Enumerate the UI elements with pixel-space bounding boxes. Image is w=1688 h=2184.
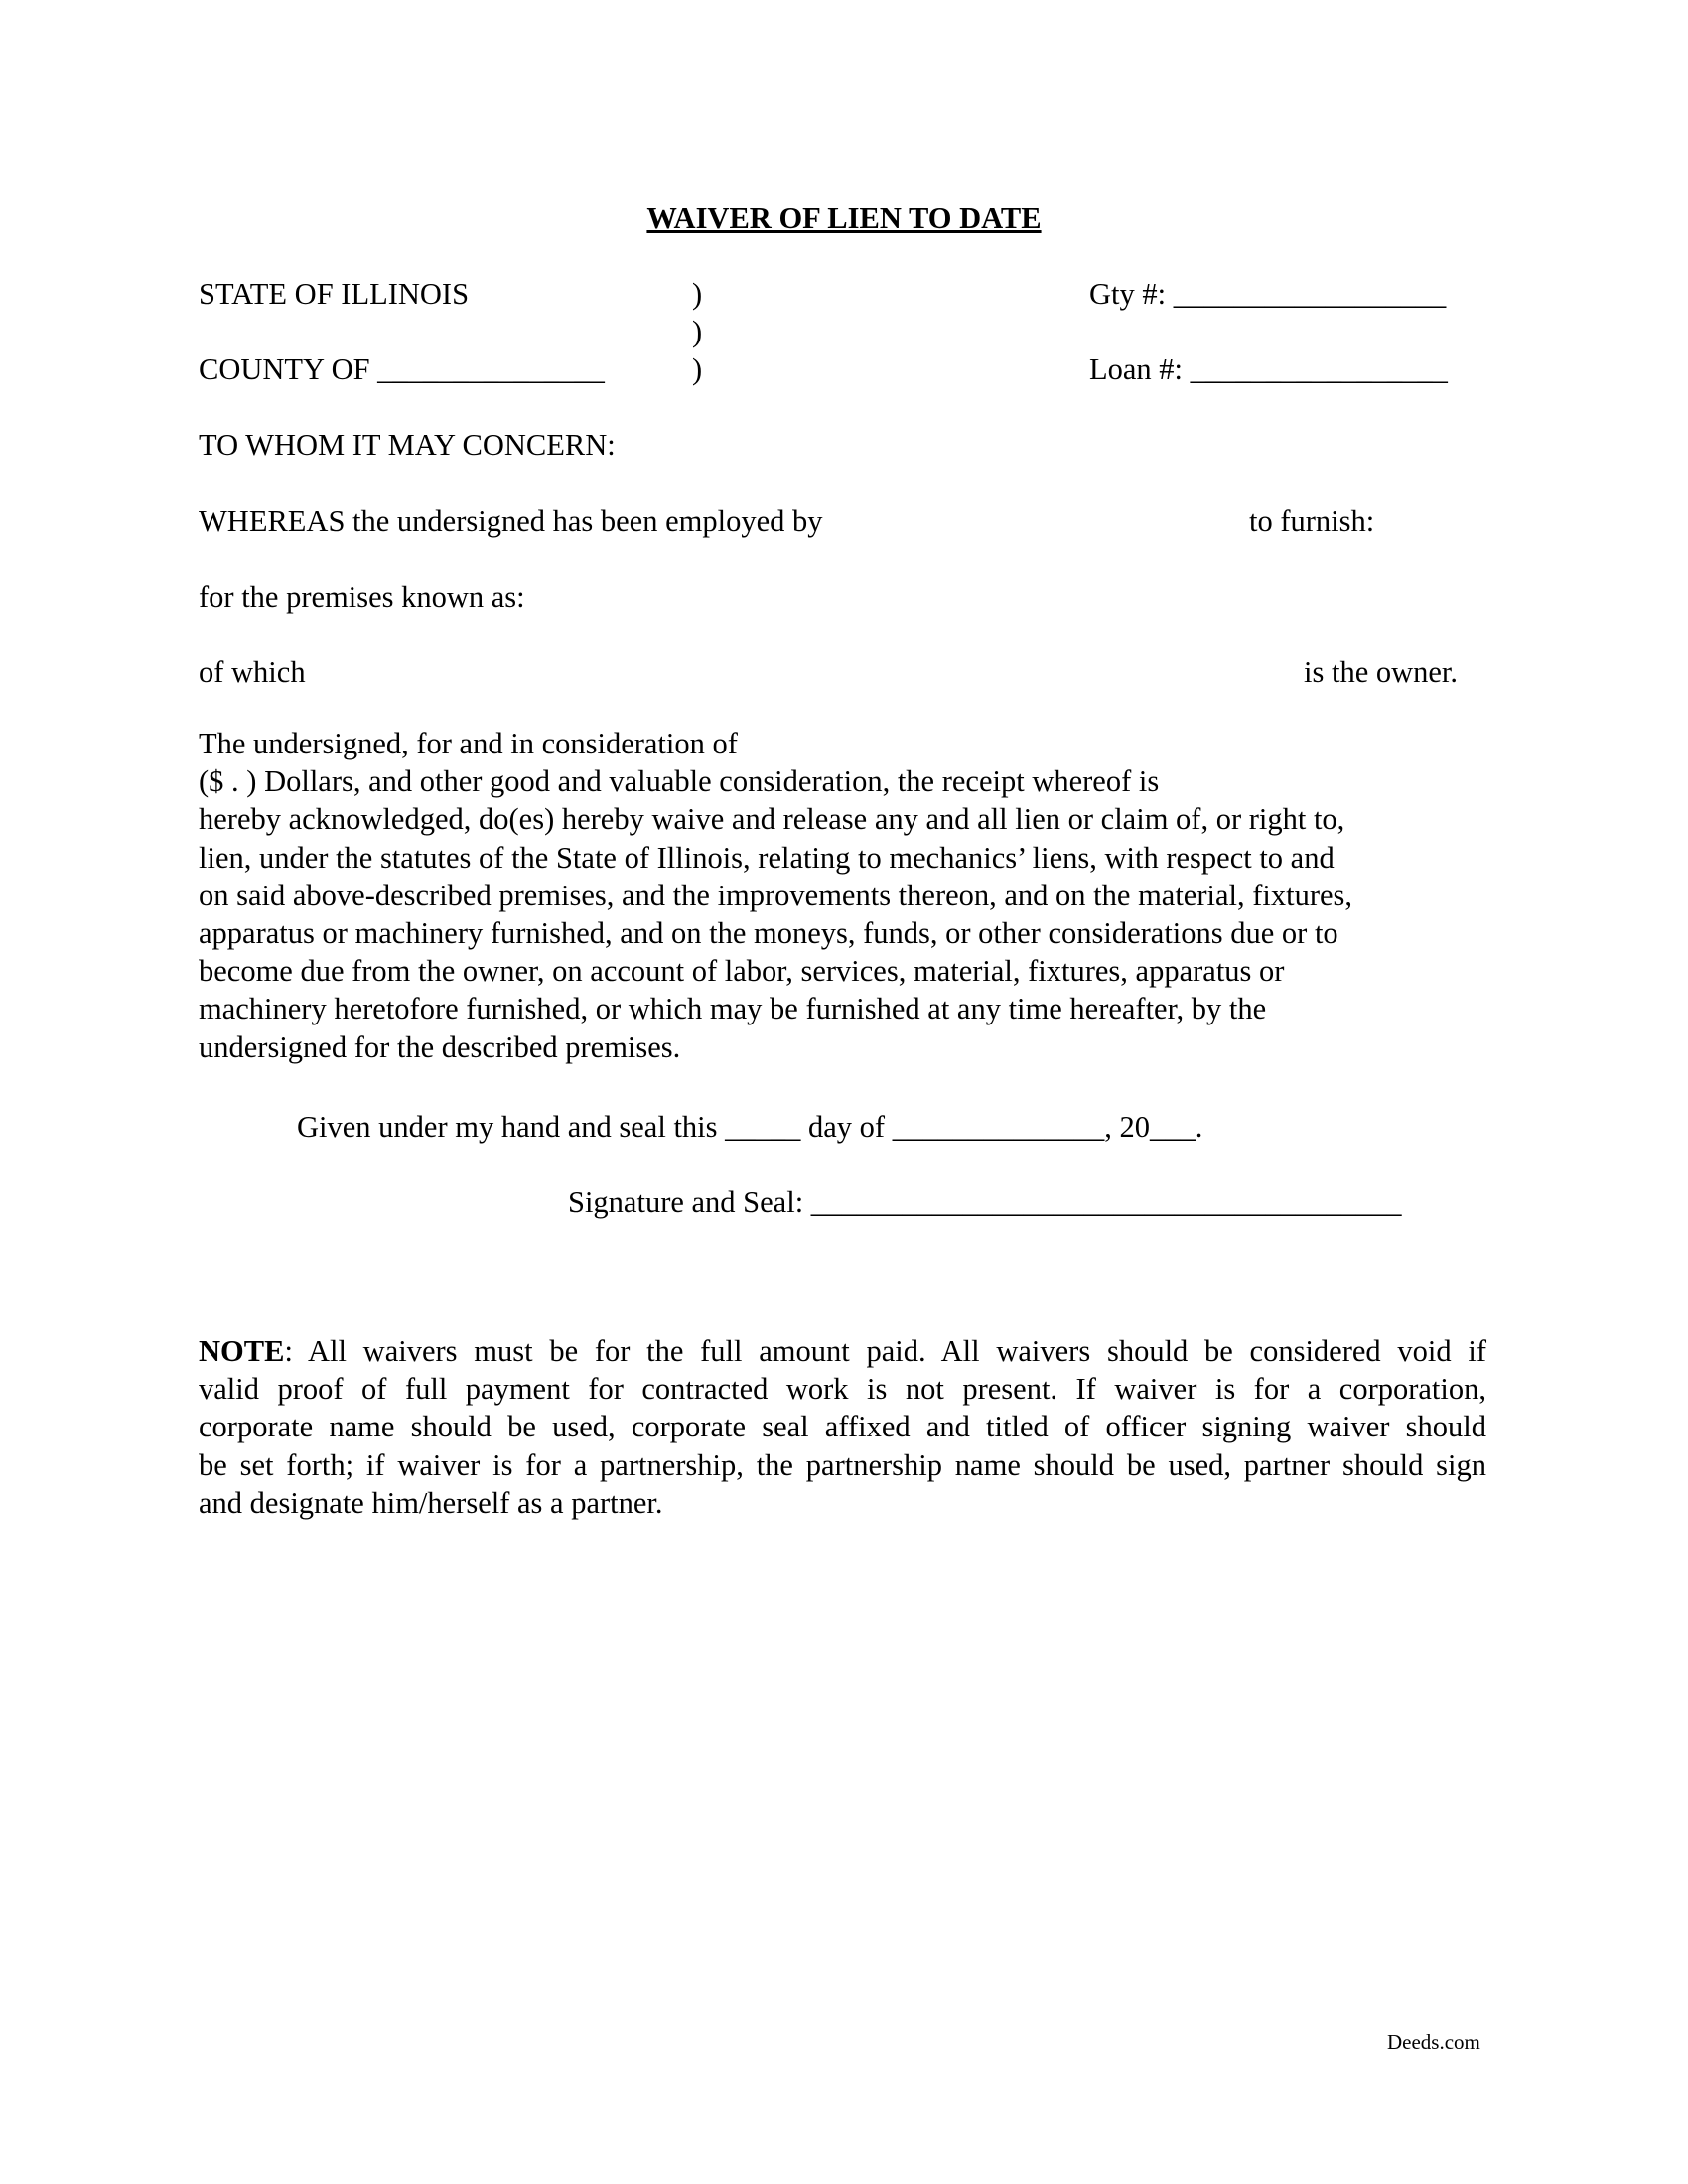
paragraph-line: on said above-described premises, and the improvements thereon, and on the material, fixtures, [199, 878, 1353, 912]
state-label: STATE OF ILLINOIS [199, 277, 470, 311]
paren: ) [692, 277, 703, 311]
gty-number-field: Gty #: __________________ [1089, 277, 1447, 311]
note-line: be set forth; if waiver is for a partnership, the partnership name should be used, partner should sign [199, 1447, 1486, 1482]
paragraph-line: lien, under the statutes of the State of Illinois, relating to mechanics’ liens, with respect to and [199, 840, 1335, 875]
salutation: TO WHOM IT MAY CONCERN: [199, 428, 616, 462]
owner-text-left: of which [199, 655, 306, 689]
paragraph-line: become due from the owner, on account of labor, services, material, fixtures, apparatus or [199, 954, 1285, 989]
note-line: corporate name should be used, corporate seal affixed and titled of officer signing waiver should [199, 1410, 1486, 1444]
note-line: valid proof of full payment for contracted work is not present. If waiver is for a corporation, [199, 1372, 1486, 1407]
paragraph-line: machinery heretofore furnished, or which may be furnished at any time hereafter, by the [199, 992, 1267, 1026]
paragraph-line: The undersigned, for and in consideration of [199, 727, 738, 760]
owner-text-right: is the owner. [1304, 655, 1459, 689]
signature-line: Signature and Seal: _______________________________________ [568, 1185, 1402, 1219]
whereas-text: WHEREAS the undersigned has been employed by [199, 504, 823, 538]
loan-number-field: Loan #: _________________ [1089, 352, 1448, 386]
furnish-text: to furnish: [1249, 504, 1375, 538]
paren: ) [692, 315, 703, 348]
document-title: WAIVER OF LIEN TO DATE [646, 202, 1042, 235]
consideration-paragraph [199, 725, 1486, 1066]
paragraph-line: undersigned for the described premises. [199, 1029, 681, 1064]
footer-brand: Deeds.com [1387, 2030, 1480, 2054]
paren: ) [692, 352, 703, 386]
note-paragraph [199, 1332, 1486, 1522]
paragraph-line: hereby acknowledged, do(es) hereby waive and release any and all lien or claim of, or right to, [199, 802, 1345, 837]
note-line: and designate him/herself as a partner. [199, 1485, 663, 1520]
paragraph-line: apparatus or machinery furnished, and on the moneys, funds, or other considerations due or to [199, 916, 1338, 951]
county-label: COUNTY OF _______________ [199, 352, 605, 386]
premises-text: for the premises known as: [199, 580, 525, 614]
given-under-hand-line: Given under my hand and seal this _____ day of ______________, 20___. [297, 1110, 1203, 1144]
paragraph-line: ($ . ) Dollars, and other good and valuable consideration, the receipt whereof is [199, 764, 1160, 799]
note-line [199, 1332, 1486, 1370]
note-label: NOTE [199, 1334, 285, 1368]
note-first-line-text: : All waivers must be for the full amount paid. All waivers should be considered void if [284, 1334, 1486, 1368]
